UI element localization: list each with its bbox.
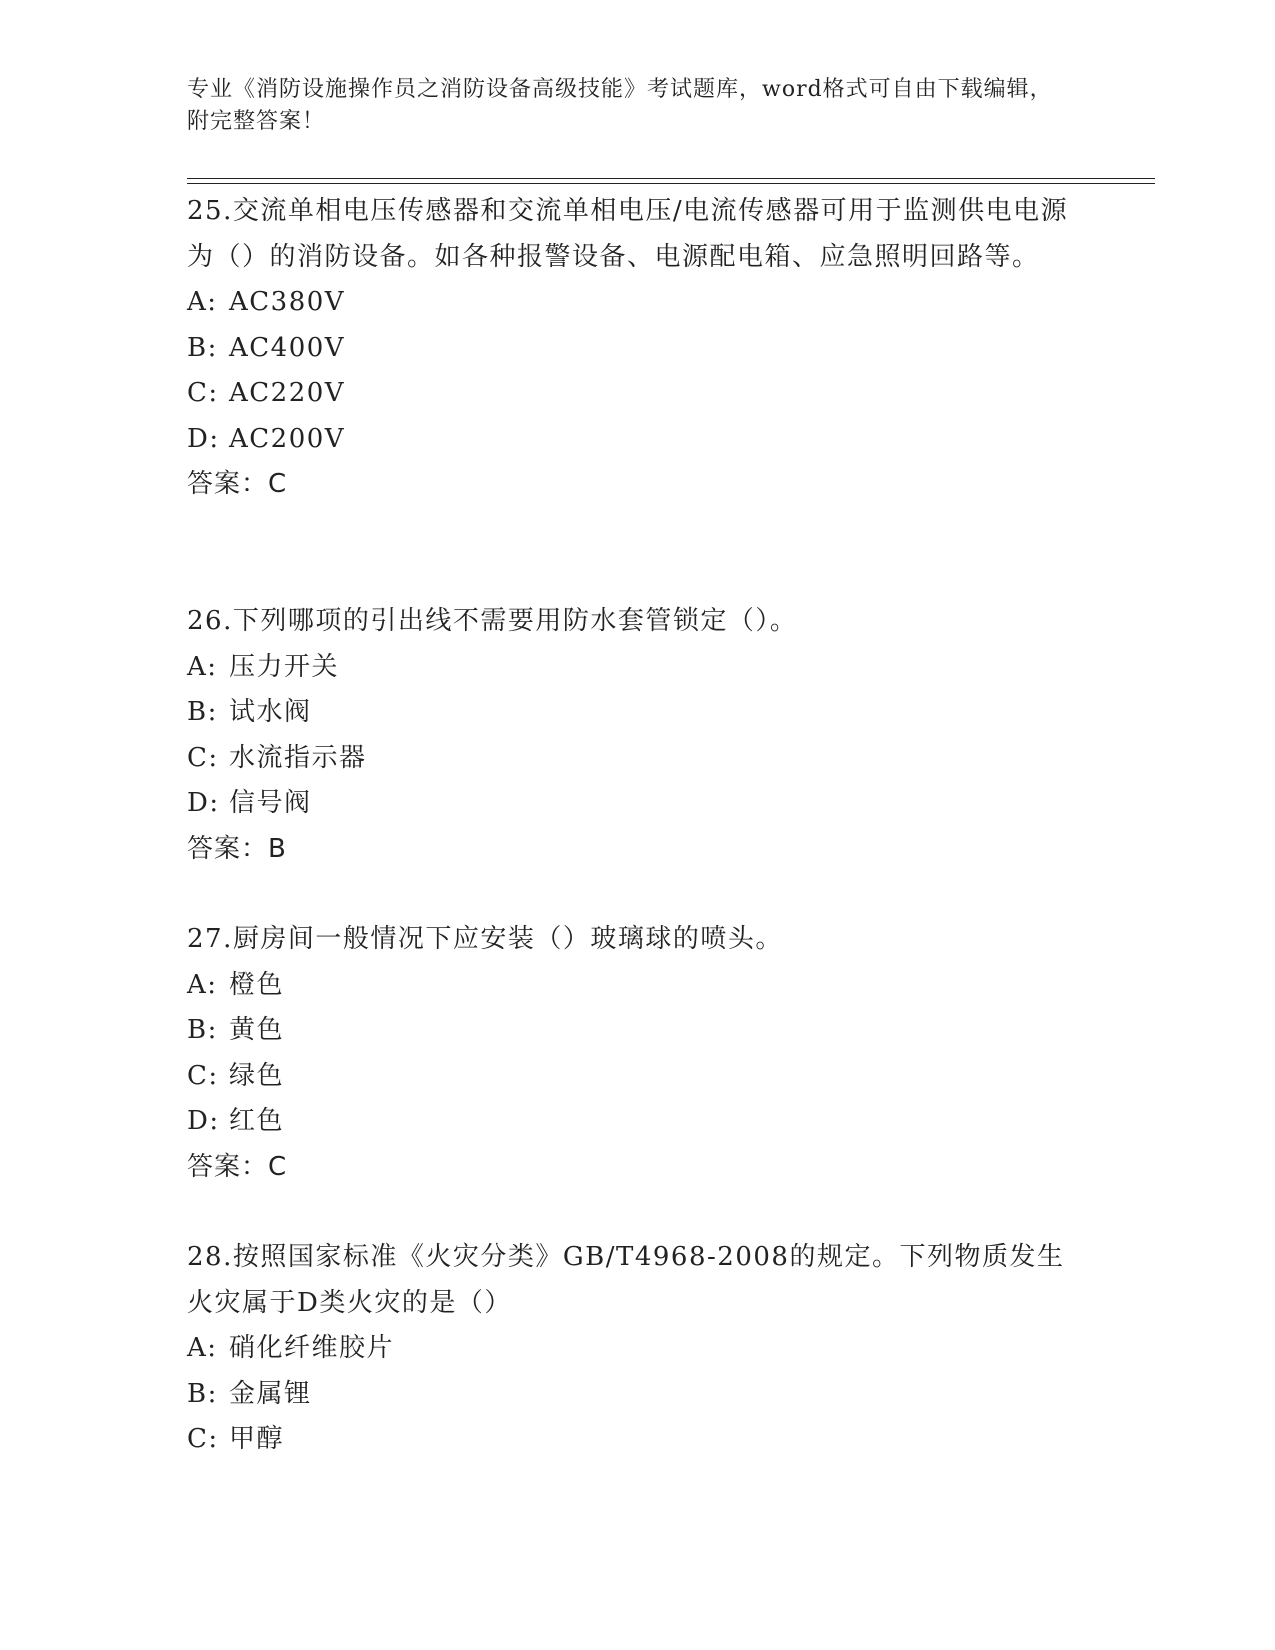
option-d [187,417,1077,463]
option-key: A: [187,651,218,682]
document-header-intro: 专业《消防设施操作员之消防设备高级技能》考试题库，word格式可自由下载编辑，附完整答案！ [187,77,1053,134]
option-text: 信号阀 [229,788,312,818]
option-d [187,1099,1077,1145]
option-text: 甲醇 [229,1424,285,1454]
option-text: 试水阀 [229,697,312,727]
question-27 [187,917,1077,1190]
option-key: B: [187,1378,218,1409]
option-key: C: [187,1424,219,1454]
question-26 [187,599,1077,872]
option-key: D: [187,423,220,454]
option-text: AC380V [229,287,346,317]
option-b [187,1008,1077,1054]
option-text: 红色 [229,1106,285,1136]
option-key: C: [187,1060,219,1091]
option-key: B: [187,332,218,363]
option-c [187,1417,1077,1463]
option-text: 硝化纤维胶片 [229,1333,395,1363]
option-d [187,781,1077,827]
option-c [187,736,1077,782]
header-divider-top [187,178,1155,179]
answer-line: 答案：C [187,1151,288,1182]
option-text: AC220V [229,378,346,408]
option-a [187,645,1077,691]
option-b [187,326,1077,372]
option-text: AC200V [229,423,346,454]
question-text: 25.交流单相电压传感器和交流单相电压/电流传感器可用于监测供电电源为（）的消防设备。如各种报警设备、电源配电箱、应急照明回路等。 [187,196,1069,272]
option-key: A: [187,287,218,317]
option-text: 绿色 [229,1060,285,1091]
option-text: 橙色 [229,969,285,1000]
option-text: 水流指示器 [229,742,367,773]
question-text: 26.下列哪项的引出线不需要用防水套管锁定（）。 [187,606,798,636]
option-key: B: [187,697,218,727]
option-key: B: [187,1015,218,1045]
option-key: A: [187,969,218,1000]
header-divider-bottom [187,183,1155,184]
option-text: 压力开关 [229,651,340,682]
option-key: C: [187,378,219,408]
option-text: AC400V [229,332,346,363]
option-b [187,1372,1077,1418]
question-text: 28.按照国家标准《火灾分类》GB/T4968-2008的规定。下列物质发生火灾属于D类火灾的是（） [187,1242,1065,1318]
option-c [187,371,1077,417]
question-25 [187,189,1077,508]
option-b [187,690,1077,736]
question-text: 27.厨房间一般情况下应安装（）玻璃球的喷头。 [187,924,783,954]
option-key: D: [187,1106,220,1136]
option-a [187,1326,1077,1372]
option-key: C: [187,742,219,773]
option-a [187,280,1077,326]
option-c [187,1054,1077,1100]
option-text: 金属锂 [229,1378,312,1409]
option-key: D: [187,788,220,818]
answer-line: 答案：B [187,833,287,864]
option-a [187,963,1077,1009]
option-key: A: [187,1333,218,1363]
answer-line: 答案：C [187,469,288,499]
option-text: 黄色 [229,1015,285,1045]
question-28 [187,1235,1077,1463]
